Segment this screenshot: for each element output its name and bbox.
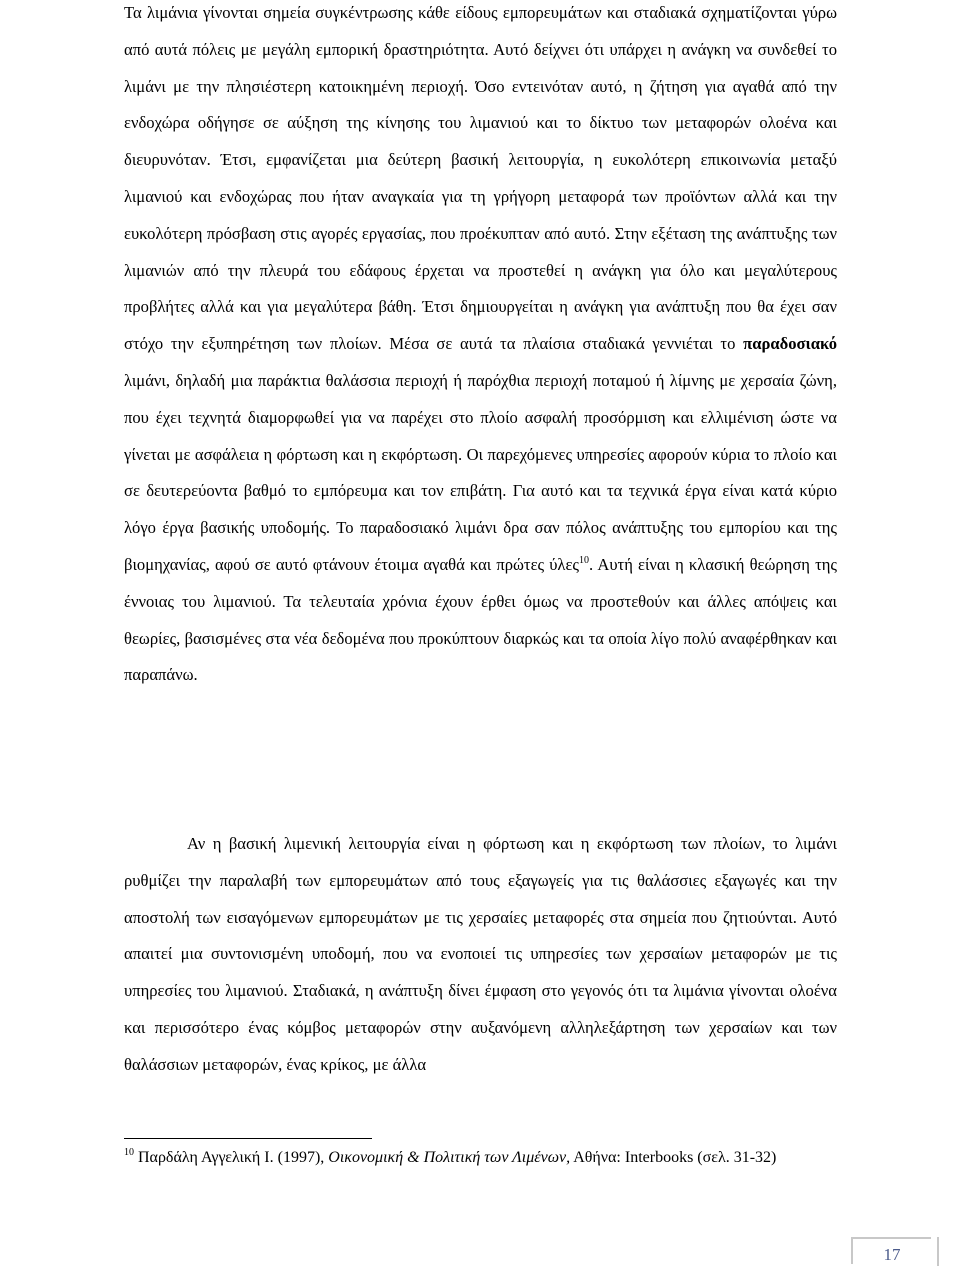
page-number: 17 (883, 1245, 901, 1264)
footnote-rest: Αθήνα: Interbooks (σελ. 31-32) (570, 1149, 777, 1166)
body-paragraph-1 (124, 0, 837, 694)
paragraph-1-text-a: Τα λιμάνια γίνονται σημεία συγκέντρωσης κάθε είδους εμπορευμάτων και σταδιακά σχηματίζονται γύρω από αυτά πόλεις με μεγάλη εμπορική δραστηριότητα. Αυτό δείχνει ότι υπάρχει η ανάγκη να συνδεθεί το λιμάνι με την πλησιέστερη κατοικημένη περιοχή. Όσο εντεινόταν αυτό, η ζήτηση για αγαθά από την ενδοχώρα οδήγησε σε αύξηση της κίνησης του λιμανιού και το δίκτυο των μεταφορών ολοένα και διευρυνόταν. Έτσι, εμφανίζεται μια δεύτερη βασική λειτουργία, η ευκολότερη επικοινωνία μεταξύ λιμανιού και ενδοχώρας που ήταν αναγκαία για τη γρήγορη μεταφορά των προϊόντων αλλά και την ευκολότερη πρόσβαση στις αγορές εργασίας, που προέκυπταν από αυτό. Στην εξέταση της ανάπτυξης των λιμανιών από την πλευρά του εδάφους έρχεται να προστεθεί η ανάγκη για όλο και μεγαλύτερους προβλήτες αλλά και για μεγαλύτερα βάθη. Έτσι δημιουργείται η ανάγκη για ανάπτυξη που θα έχει σαν στόχο την εξυπηρέτηση των πλοίων. Μέσα σε αυτά τα πλαίσια σταδιακά γεννιέται το (124, 3, 837, 354)
footnote-separator (124, 1138, 372, 1139)
footnote-marker: 10 (124, 1147, 134, 1158)
paragraph-1-text-b: λιμάνι, δηλαδή μια παράκτια θαλάσσια περιοχή ή παρόχθια περιοχή ποταμού ή λίμνης με χερσαία ζώνη, που έχει τεχνητά διαμορφωθεί για να παρέχει στο πλοίο ασφαλή προσόρμιση και ελλιμένιση ώστε να γίνεται με ασφάλεια η φόρτωση και η εκφόρτωση. Οι παρεχόμενες υπηρεσίες αφορούν κύρια το πλοίο και σε δευτερεύοντα βαθμό το εμπόρευμα και τον επιβάτη. Για αυτό και τα τεχνικά έργα είναι κατά κύριο λόγο έργα βασικής υποδομής. Το παραδοσιακό λιμάνι δρα σαν πόλος ανάπτυξης του εμπορίου και της βιομηχανίας, αφού σε αυτό φτάνουν έτοιμα αγαθά και πρώτες ύλες (124, 370, 837, 574)
footnote-reference: 10 (579, 554, 590, 566)
body-paragraph-2: Αν η βασική λιμενική λειτουργία είναι η φόρτωση και η εκφόρτωση των πλοίων, το λιμάνι ρυθμίζει την παραλαβή των εμπορευμάτων από τους εξαγωγείς για τις θαλάσσιες εξαγωγές και την αποστολή των εισαγόμενων εμπορευμάτων με τις χερσαίες μεταφορές στα σημεία που ζητιούνται. Αυτό απαιτεί μια συντονισμένη υποδομή, που να ενοποιεί τις υπηρεσίες των χερσαίων μεταφορών με τις υπηρεσίες του λιμανιού. Σταδιακά, η ανάπτυξη δίνει έμφαση στο γεγονός ότι τα λιμάνια γίνονται ολοένα και περισσότερο ένας κόμβος μεταφορών στην αυξανόμενη αλληλεξάρτηση των χερσαίων και των θαλάσσιων μεταφορών, ένας κρίκος, με άλλα (124, 834, 837, 1074)
footnote-author: Παρδάλη Αγγελική Ι. (1997), (134, 1149, 329, 1166)
paragraph-1-text-c: . Αυτή είναι η κλασική θεώρηση της έννοιας του λιμανιού. Τα τελευταία χρόνια έχουν έρθει όμως να προστεθούν και άλλες απόψεις και θεωρίες, βασισμένες στα νέα δεδομένα που προκύπτουν διαρκώς και τα οποία λίγο πολύ αναφέρθηκαν και παραπάνω. (124, 554, 837, 685)
footnote (124, 1145, 837, 1170)
footnote-title: Οικονομική & Πολιτική των Λιμένων, (328, 1149, 571, 1166)
page-number-box (851, 1237, 931, 1264)
bold-term: παραδοσιακό (743, 334, 837, 354)
